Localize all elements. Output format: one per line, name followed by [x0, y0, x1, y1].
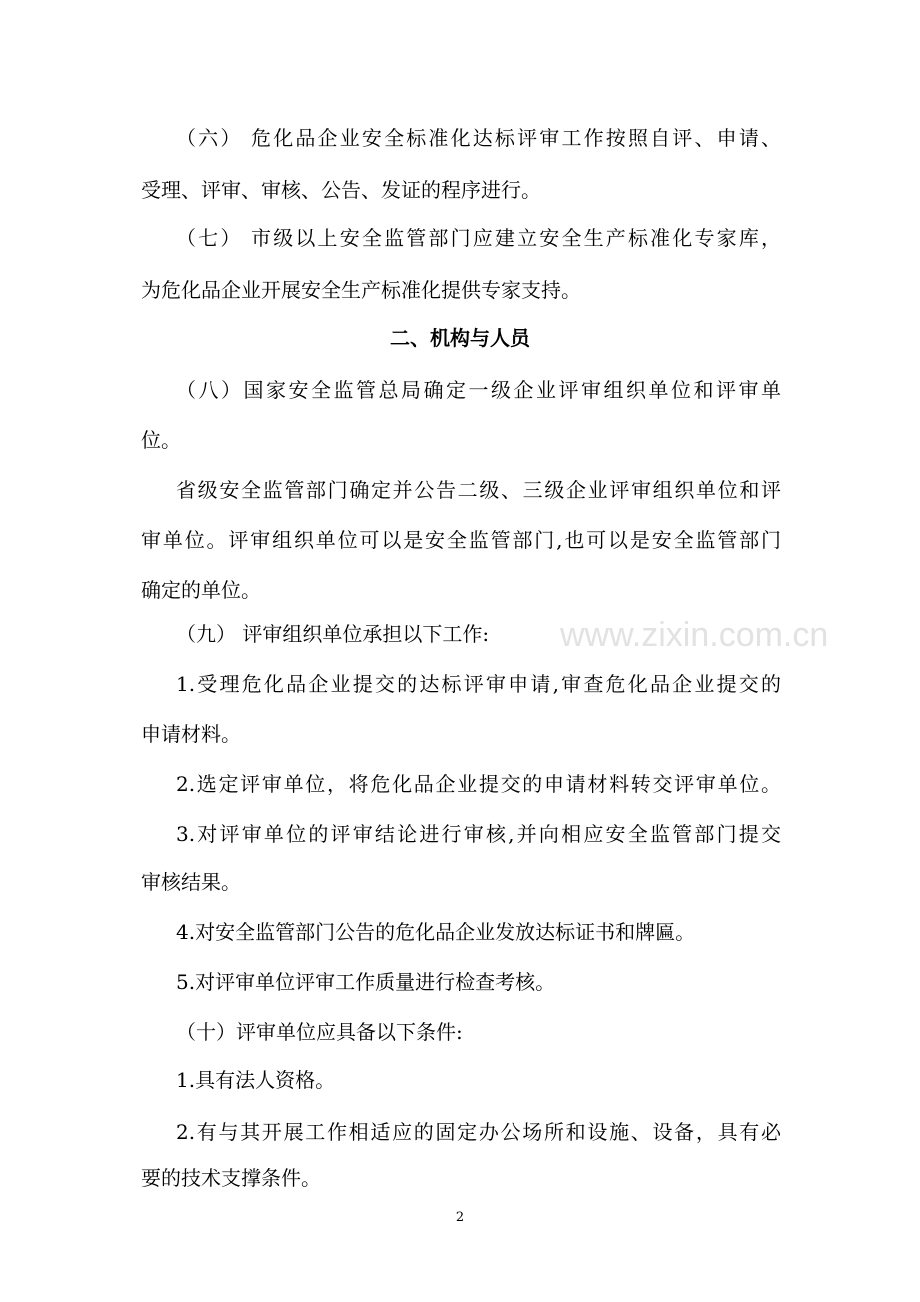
- paragraph-line: 4.对安全监管部门公告的危化品企业发放达标证书和牌匾。: [176, 920, 696, 944]
- paragraph-line: 受理、评审、审核、公告、发证的程序进行。: [141, 178, 541, 202]
- paragraph-line: （六） 危化品企业安全标准化达标评审工作按照自评、申请、: [176, 126, 781, 150]
- paragraph-line: 1.受理危化品企业提交的达标评审申请,审查危化品企业提交的: [176, 672, 781, 696]
- paragraph-line: （九） 评审组织单位承担以下工作:: [176, 622, 490, 646]
- paragraph-line: （八）国家安全监管总局确定一级企业评审组织单位和评审单: [176, 378, 781, 402]
- paragraph-line: 审单位。评审组织单位可以是安全监管部门,也可以是安全监管部门: [141, 528, 781, 552]
- paragraph-line: （十）评审单位应具备以下条件:: [176, 1020, 463, 1044]
- paragraph-line: 2.有与其开展工作相适应的固定办公场所和设施、设备，具有必: [176, 1120, 781, 1144]
- paragraph-line: 1.具有法人资格。: [176, 1068, 336, 1092]
- paragraph-line: 审核结果。: [141, 870, 241, 894]
- paragraph-line: 省级安全监管部门确定并公告二级、三级企业评审组织单位和评: [176, 478, 781, 502]
- paragraph-line: 3.对评审单位的评审结论进行审核,并向相应安全监管部门提交: [176, 822, 781, 846]
- paragraph-line: 确定的单位。: [141, 578, 261, 602]
- watermark: www.zixin.com.cn: [560, 616, 829, 654]
- section-heading: 二、机构与人员: [390, 326, 530, 350]
- paragraph-line: 5.对评审单位评审工作质量进行检查考核。: [176, 970, 556, 994]
- paragraph-line: 为危化品企业开展安全生产标准化提供专家支持。: [141, 278, 581, 302]
- paragraph-line: 要的技术支撑条件。: [141, 1166, 321, 1190]
- paragraph-line: 2.选定评审单位，将危化品企业提交的申请材料转交评审单位。: [176, 772, 781, 796]
- paragraph-line: 位。: [141, 428, 181, 452]
- page-number: 2: [455, 1210, 465, 1225]
- paragraph-line: （七） 市级以上安全监管部门应建立安全生产标准化专家库，: [176, 226, 781, 250]
- paragraph-line: 申请材料。: [141, 722, 241, 746]
